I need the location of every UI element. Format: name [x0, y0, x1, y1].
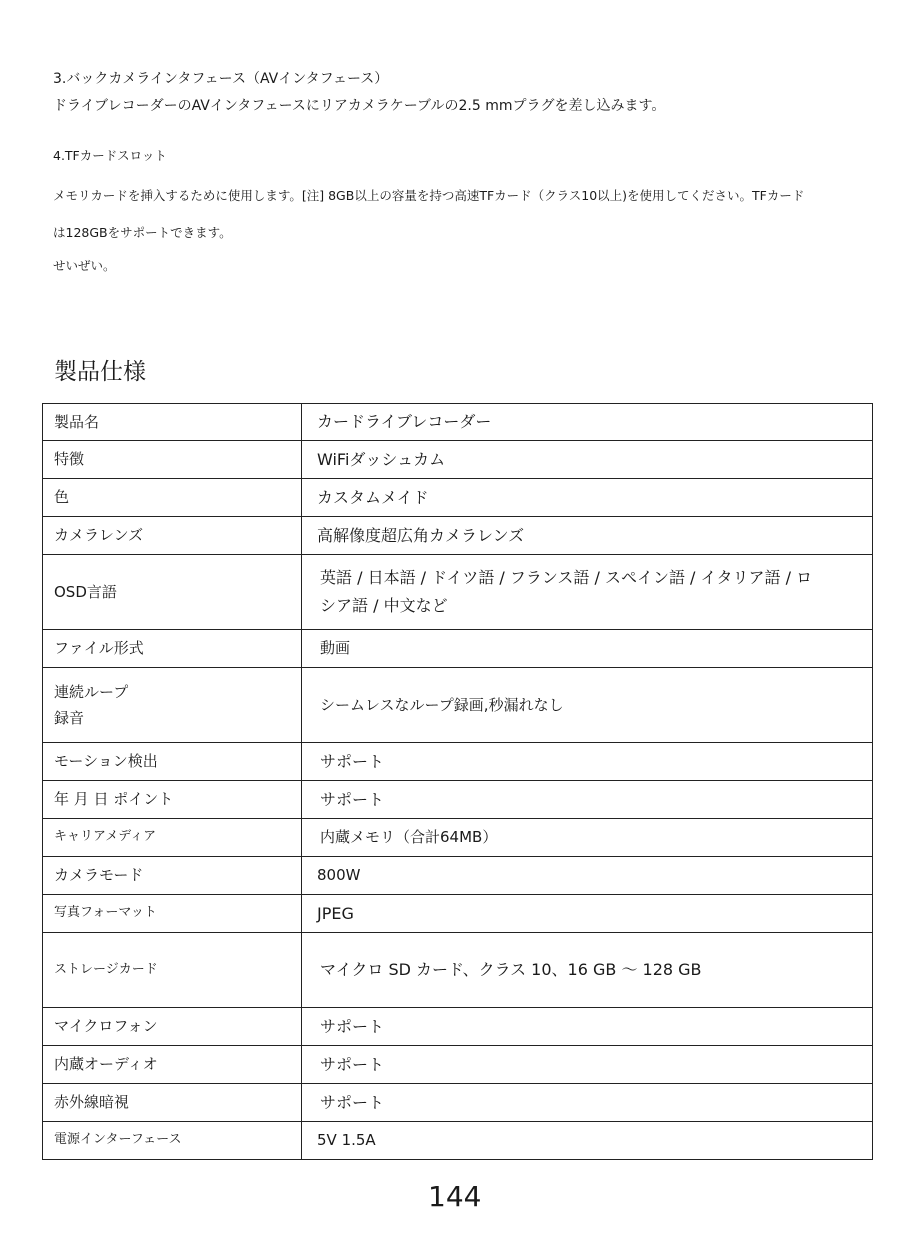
spec-value: シームレスなループ録画,秒漏れなし [302, 668, 873, 743]
spec-value: 内蔵メモリ（合計64MB） [302, 819, 873, 857]
spec-value: サポート [302, 743, 873, 781]
spec-value: 高解像度超広角カメラレンズ [302, 517, 873, 555]
table-row [43, 743, 873, 781]
spec-value: カードライブレコーダー [302, 404, 873, 441]
spec-value: WiFiダッシュカム [302, 441, 873, 479]
table-row [43, 404, 873, 441]
spec-label: カメラモード [43, 857, 302, 895]
spec-value: 動画 [302, 630, 873, 668]
item4-description-line3: せいぜい。 [53, 258, 116, 273]
spec-label: OSD言語 [43, 555, 302, 630]
table-row [43, 668, 873, 743]
spec-value: サポート [302, 1046, 873, 1084]
table-row [43, 1008, 873, 1046]
spec-table [42, 403, 873, 1160]
table-row [43, 857, 873, 895]
spec-label: 製品名 [43, 404, 302, 441]
item3-title: 3.バックカメラインタフェース（AVインタフェース） [53, 71, 389, 87]
table-row [43, 1046, 873, 1084]
item4-description-line2: は128GBをサポートできます。 [53, 225, 232, 240]
spec-value: サポート [302, 1008, 873, 1046]
spec-label: モーション検出 [43, 743, 302, 781]
table-row [43, 630, 873, 668]
page-number: 144 [428, 1180, 482, 1213]
spec-label: 年 月 日 ポイント [43, 781, 302, 819]
spec-label: マイクロフォン [43, 1008, 302, 1046]
spec-label: 赤外線暗視 [43, 1084, 302, 1122]
spec-value: 5V 1.5A [302, 1122, 873, 1160]
spec-label: ストレージカード [43, 933, 302, 1008]
table-row [43, 441, 873, 479]
table-row [43, 479, 873, 517]
spec-label: 色 [43, 479, 302, 517]
spec-label: キャリアメディア [43, 819, 302, 857]
spec-value [302, 555, 873, 630]
spec-heading: 製品仕様 [54, 359, 146, 385]
table-row [43, 517, 873, 555]
spec-value: サポート [302, 781, 873, 819]
spec-label-line1: 連続ループ [54, 682, 129, 701]
table-row [43, 555, 873, 630]
table-row [43, 781, 873, 819]
spec-label: カメラレンズ [43, 517, 302, 555]
spec-value: サポート [302, 1084, 873, 1122]
spec-label: 写真フォーマット [43, 895, 302, 933]
spec-label-line2: 録音 [54, 709, 85, 727]
spec-value: 800W [302, 857, 873, 895]
spec-label: 電源インターフェース [43, 1122, 302, 1160]
spec-label: 内蔵オーディオ [43, 1046, 302, 1084]
spec-label: ファイル形式 [43, 630, 302, 668]
item3-description: ドライブレコーダーのAVインタフェースにリアカメラケーブルの2.5 mmプラグを差し込みます。 [53, 98, 666, 114]
item4-title: 4.TFカードスロット [53, 148, 167, 163]
spec-label [43, 668, 302, 743]
spec-value-line1: 英語 / 日本語 / ドイツ語 / フランス語 / スペイン語 / イタリア語 / ロ [320, 568, 813, 587]
spec-value: カスタムメイド [302, 479, 873, 517]
table-row [43, 1122, 873, 1160]
item4-description-line1: メモリカードを挿入するために使用します。[注] 8GB以上の容量を持つ高速TFカード（クラス10以上)を使用してください。TFカード [53, 188, 805, 203]
spec-label: 特徴 [43, 441, 302, 479]
table-row [43, 933, 873, 1008]
spec-value-line2: シア語 / 中文など [320, 596, 448, 615]
table-row [43, 1084, 873, 1122]
table-row [43, 895, 873, 933]
spec-value: JPEG [302, 895, 873, 933]
spec-value: マイクロ SD カード、クラス 10、16 GB ～ 128 GB [302, 933, 873, 1008]
table-row [43, 819, 873, 857]
